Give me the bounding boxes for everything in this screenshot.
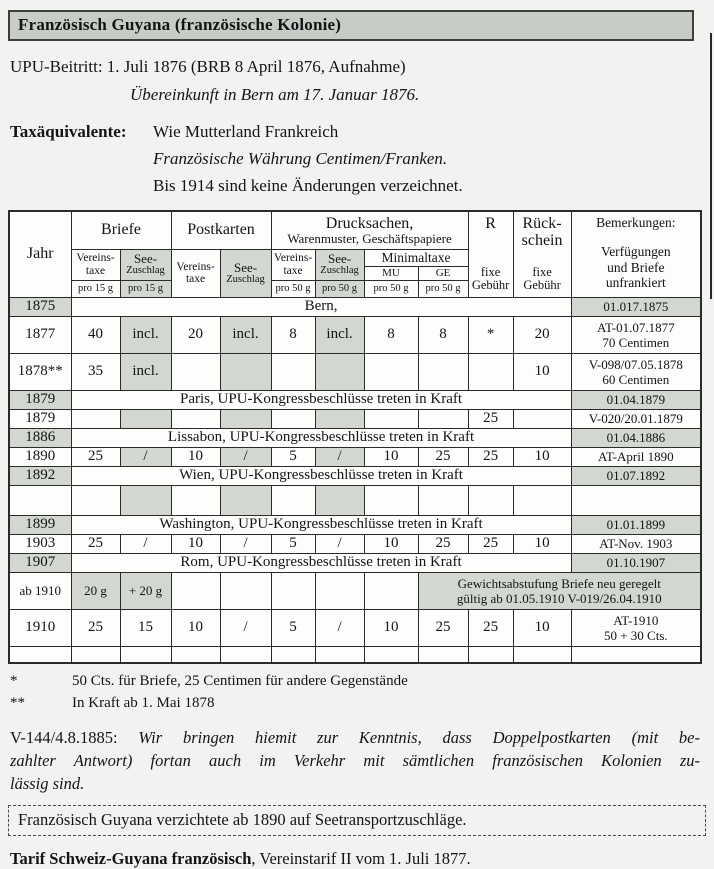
rate-cell: 20 — [513, 316, 571, 353]
rate-cell — [364, 409, 418, 428]
table-row — [9, 466, 701, 485]
taxaequivalente-label: Taxäquivalente: — [10, 122, 127, 141]
rate-cell: + 20 g — [120, 572, 171, 609]
event-cell: Paris, UPU-Kongressbeschlüsse treten in Kraft — [71, 390, 571, 409]
remark-cell: 01.04.1886 — [571, 428, 701, 447]
remark-cell: 01.01.1899 — [571, 515, 701, 534]
table-row — [9, 353, 701, 390]
header-drucksachen — [271, 211, 468, 249]
rate-cell: 25 — [418, 447, 468, 466]
header-minimaltaxe: Minimaltaxe — [364, 249, 468, 266]
table-row — [9, 297, 701, 316]
year-cell: 1875 — [9, 297, 71, 316]
rate-cell: incl. — [220, 316, 271, 353]
header-pro50-ge: pro 50 g — [418, 280, 468, 297]
rate-cell: * — [468, 316, 513, 353]
rate-cell — [418, 646, 468, 663]
rate-cell — [468, 485, 513, 515]
rate-cell — [171, 572, 220, 609]
table-row — [9, 534, 701, 553]
rate-cell — [271, 572, 315, 609]
header-rueckschein-fixe: fixe Gebühr — [523, 264, 561, 293]
rate-cell: 25 — [418, 609, 468, 646]
header-row-groups — [9, 211, 701, 249]
rate-cell — [171, 409, 220, 428]
rate-cell: 8 — [418, 316, 468, 353]
rate-cell — [571, 485, 701, 515]
rate-cell — [220, 646, 271, 663]
v144-note — [10, 726, 700, 795]
year-cell: 1899 — [9, 515, 71, 534]
remark-cell: V-098/07.05.1878 60 Centimen — [571, 353, 701, 390]
rate-cell: 10 — [364, 609, 418, 646]
rate-cell — [120, 646, 171, 663]
footnote-mark: ** — [10, 695, 25, 711]
rate-cell: 25 — [71, 447, 120, 466]
uebereinkunft-line: Übereinkunft in Bern am 17. Januar 1876. — [130, 85, 420, 104]
rate-cell: / — [120, 447, 171, 466]
rate-cell: 20 — [171, 316, 220, 353]
rate-cell — [120, 409, 171, 428]
rate-cell: 35 — [71, 353, 120, 390]
rate-cell — [271, 485, 315, 515]
remark-cell: 01.07.1892 — [571, 466, 701, 485]
rate-cell: 25 — [468, 409, 513, 428]
table-row — [9, 609, 701, 646]
remark-cell: 01.017.1875 — [571, 297, 701, 316]
rate-cell: 25 — [468, 609, 513, 646]
footnote-text: In Kraft ab 1. Mai 1878 — [72, 695, 215, 711]
rate-cell — [315, 353, 364, 390]
header-r-label: R — [485, 214, 496, 232]
rate-cell — [513, 485, 571, 515]
header-r-fixe: fixe Gebühr — [471, 264, 510, 293]
rate-cell: 10 — [364, 534, 418, 553]
remark-cell: AT-Nov. 1903 — [571, 534, 701, 553]
remark-cell: AT-April 1890 — [571, 447, 701, 466]
rate-cell — [315, 485, 364, 515]
page-title-text: Französisch Guyana (französische Kolonie) — [18, 15, 342, 34]
header-jahr: Jahr — [9, 211, 71, 297]
rate-cell: 25 — [468, 534, 513, 553]
rate-cell: incl. — [315, 316, 364, 353]
upu-beitritt-line: UPU-Beitritt: 1. Juli 1876 (BRB 8 April 1876, Aufnahme) — [10, 57, 406, 76]
rate-cell — [71, 485, 120, 515]
table-row — [9, 553, 701, 572]
rates-table — [8, 210, 702, 664]
rate-cell — [171, 485, 220, 515]
table-row — [9, 572, 701, 609]
rate-cell — [468, 353, 513, 390]
table-row — [9, 646, 701, 663]
table-row — [9, 428, 701, 447]
rate-cell — [220, 353, 271, 390]
rate-cell — [120, 485, 171, 515]
rate-cell — [220, 409, 271, 428]
rate-cell — [571, 646, 701, 663]
rate-cell: 25 — [468, 447, 513, 466]
rate-cell: 10 — [364, 447, 418, 466]
remark-cell: AT-1910 50 + 30 Cts. — [571, 609, 701, 646]
rate-cell — [271, 409, 315, 428]
header-rueckschein — [513, 211, 571, 297]
event-cell: Bern, — [71, 297, 571, 316]
header-bemerkungen-label: Bemerkungen: — [596, 214, 676, 230]
v144-line2: zahlter Antwort) fortan auch im Verkehr mit sämtlichen französischen Kolonien zu- — [10, 751, 700, 770]
footnote-text: 50 Cts. für Briefe, 25 Centimen für andere Gegenstände — [72, 673, 408, 689]
table-row — [9, 447, 701, 466]
rate-cell: 10 — [513, 447, 571, 466]
table-row — [9, 316, 701, 353]
footnote-double-asterisk — [10, 695, 706, 712]
rate-cell — [71, 646, 120, 663]
table-row — [9, 515, 701, 534]
rate-cell: 15 — [120, 609, 171, 646]
header-minimaltaxe-ge: GE — [418, 266, 468, 280]
rate-cell: / — [220, 609, 271, 646]
event-cell: Wien, UPU-Kongressbeschlüsse treten in Kraft — [71, 466, 571, 485]
event-cell: Washington, UPU-Kongressbeschlüsse treten in Kraft — [71, 515, 571, 534]
rate-cell — [513, 646, 571, 663]
table-row — [9, 409, 701, 428]
footnote-asterisk — [10, 673, 706, 690]
tarif-schweiz-line — [10, 849, 706, 869]
rate-cell — [271, 353, 315, 390]
rate-cell: 8 — [271, 316, 315, 353]
header-postkarten-vereinstaxe: Vereins- taxe — [171, 249, 220, 297]
rate-cell — [171, 353, 220, 390]
rate-cell — [364, 646, 418, 663]
rate-cell: 5 — [271, 534, 315, 553]
header-drucksachen-seezuschlag: See- Zuschlag — [315, 249, 364, 280]
rate-cell: 10 — [171, 534, 220, 553]
header-pro50-mu: pro 50 g — [364, 280, 418, 297]
rate-cell — [468, 646, 513, 663]
rate-cell — [271, 646, 315, 663]
event-cell: Lissabon, UPU-Kongressbeschlüsse treten in Kraft — [71, 428, 571, 447]
rate-cell: 5 — [271, 609, 315, 646]
rate-cell: 20 g — [71, 572, 120, 609]
rate-cell: / — [220, 447, 271, 466]
header-pro15-see: pro 15 g — [120, 280, 171, 297]
rate-cell: 40 — [71, 316, 120, 353]
header-minimaltaxe-mu: MU — [364, 266, 418, 280]
tarif-schweiz-rest: , Vereinstarif II vom 1. Juli 1877. — [251, 849, 471, 868]
rate-cell: / — [220, 534, 271, 553]
year-cell: 1907 — [9, 553, 71, 572]
rate-cell: 10 — [513, 353, 571, 390]
year-cell: 1886 — [9, 428, 71, 447]
header-briefe: Briefe — [71, 211, 171, 249]
year-cell: 1890 — [9, 447, 71, 466]
header-pro50-vereins: pro 50 g — [271, 280, 315, 297]
rate-cell — [315, 409, 364, 428]
year-cell: 1903 — [9, 534, 71, 553]
rate-cell — [220, 485, 271, 515]
rate-cell — [9, 485, 71, 515]
rate-cell — [220, 572, 271, 609]
rate-cell: 10 — [171, 609, 220, 646]
rate-cell — [315, 646, 364, 663]
header-briefe-vereinstaxe: Vereins- taxe — [71, 249, 120, 280]
footnote-mark: * — [10, 673, 18, 689]
rate-cell: 25 — [71, 534, 120, 553]
table-row — [9, 390, 701, 409]
header-rueckschein-label: Rück- schein — [521, 214, 563, 249]
no-changes-line: Bis 1914 sind keine Änderungen verzeichnet. — [153, 176, 463, 195]
remark-cell: 01.10.1907 — [571, 553, 701, 572]
header-postkarten: Postkarten — [171, 211, 271, 249]
rate-cell: 5 — [271, 447, 315, 466]
rate-cell — [418, 485, 468, 515]
tarif-schweiz-bold: Tarif Schweiz-Guyana französisch — [10, 849, 252, 868]
header-pro15-vereins: pro 15 g — [71, 280, 120, 297]
v144-label: V-144/4.8.1885: — [10, 728, 118, 747]
rate-cell: ab 1910 — [9, 572, 71, 609]
rate-cell: / — [315, 534, 364, 553]
rate-cell — [418, 409, 468, 428]
rate-cell — [9, 646, 71, 663]
rate-cell — [171, 646, 220, 663]
rate-cell: / — [315, 447, 364, 466]
rate-cell: / — [120, 534, 171, 553]
year-cell: 1892 — [9, 466, 71, 485]
sea-surcharge-note-text: Französisch Guyana verzichtete ab 1890 auf Seetransportzuschläge. — [18, 810, 467, 829]
sea-surcharge-note-box — [8, 805, 706, 836]
intro-section — [8, 56, 706, 197]
remark-cell: Gewichtsabstufung Briefe neu geregelt gültig ab 01.05.1910 V-019/26.04.1910 — [418, 572, 701, 609]
event-cell: Rom, UPU-Kongressbeschlüsse treten in Kraft — [71, 553, 571, 572]
header-pro50-see: pro 50 g — [315, 280, 364, 297]
header-drucksachen-vereinstaxe: Vereins- taxe — [271, 249, 315, 280]
rate-cell — [71, 409, 120, 428]
rate-cell: 25 — [418, 534, 468, 553]
rate-cell — [315, 572, 364, 609]
table-row — [9, 485, 701, 515]
rate-cell — [364, 572, 418, 609]
rate-cell — [513, 409, 571, 428]
header-r — [468, 211, 513, 297]
year-cell: 1910 — [9, 609, 71, 646]
remark-cell: V-020/20.01.1879 — [571, 409, 701, 428]
header-drucksachen-line1: Drucksachen, — [325, 214, 414, 232]
year-cell: 1879 — [9, 390, 71, 409]
table-header — [9, 211, 701, 297]
rate-cell: 25 — [71, 609, 120, 646]
rates-table-body — [9, 297, 701, 663]
page-title — [8, 10, 694, 41]
remark-cell: AT-01.07.1877 70 Centimen — [571, 316, 701, 353]
rate-cell: / — [315, 609, 364, 646]
remark-cell: 01.04.1879 — [571, 390, 701, 409]
currency-line: Französische Währung Centimen/Franken. — [153, 149, 448, 168]
rate-cell: 8 — [364, 316, 418, 353]
header-briefe-seezuschlag: See- Zuschlag — [120, 249, 171, 280]
rate-cell: 10 — [513, 609, 571, 646]
header-postkarten-seezuschlag: See- Zuschlag — [220, 249, 271, 297]
rate-cell: 10 — [171, 447, 220, 466]
rate-cell — [418, 353, 468, 390]
year-cell: 1878** — [9, 353, 71, 390]
header-bemerkungen — [571, 211, 701, 297]
rate-cell — [364, 353, 418, 390]
year-cell: 1877 — [9, 316, 71, 353]
taxaequivalente-value: Wie Mutterland Frankreich — [153, 122, 339, 141]
header-drucksachen-line2: Warenmuster, Geschäftspapiere — [287, 230, 452, 246]
v144-line1: V-144/4.8.1885: Wir bringen hiemit zur Kenntnis, dass Doppelpostkarten (mit be- — [10, 728, 700, 747]
rate-cell: incl. — [120, 353, 171, 390]
v144-line3: lässig sind. — [10, 774, 85, 793]
rate-cell: incl. — [120, 316, 171, 353]
taxaequivalente-row — [10, 121, 706, 143]
rate-cell: 10 — [513, 534, 571, 553]
year-cell: 1879 — [9, 409, 71, 428]
header-bemerkungen-sub: Verfügungen und Briefe unfrankiert — [600, 244, 671, 291]
rate-cell — [364, 485, 418, 515]
page-edge-line — [710, 33, 712, 299]
